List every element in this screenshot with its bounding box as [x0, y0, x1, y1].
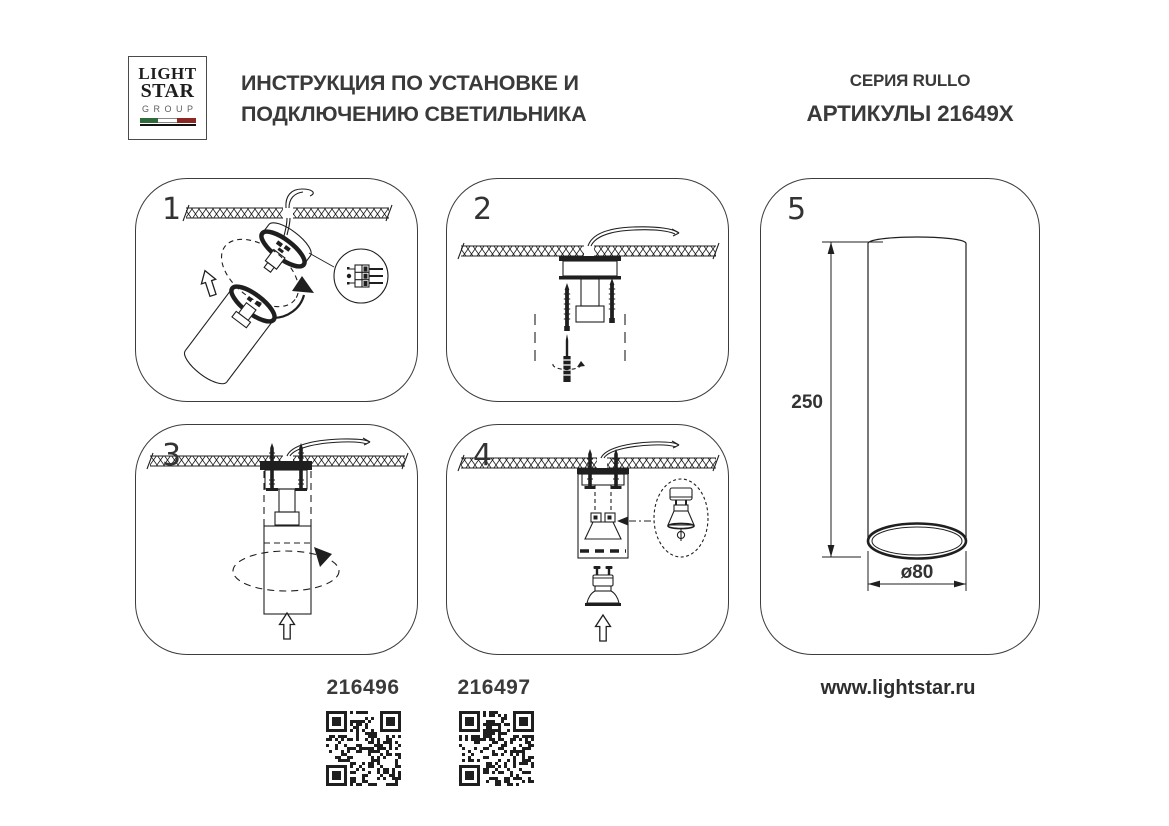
step-number-4: 4	[473, 438, 493, 473]
push-up-arrow	[280, 613, 295, 639]
website-url: www.lightstar.ru	[820, 677, 976, 699]
mounting-plate	[260, 461, 312, 525]
step-number-3: 3	[162, 438, 182, 473]
qr-code-216496	[326, 711, 401, 786]
qr-pattern	[459, 711, 534, 786]
step-panel-3	[135, 424, 418, 655]
screwdriver	[553, 334, 585, 382]
step-number-2: 2	[473, 192, 493, 227]
logo-text-group: GROUP	[141, 104, 198, 114]
rotate-arrow-head	[314, 547, 332, 567]
logo-underline	[140, 124, 196, 126]
step-panel-4	[446, 424, 729, 655]
qr-pattern	[326, 711, 401, 786]
height-dimension-label: 250	[791, 392, 823, 413]
lamp-body-raised	[264, 471, 311, 614]
qr-code-216497	[459, 711, 534, 786]
power-wire	[588, 227, 679, 246]
step-panel-1	[135, 178, 418, 402]
dimensions-panel	[760, 178, 1040, 655]
dimension-drawing	[761, 179, 1041, 656]
gu10-bulb-detail	[668, 488, 694, 541]
logo-italian-flag	[140, 118, 196, 123]
articles-number: АРТИКУЛЫ 21649X	[806, 101, 1014, 126]
series-block	[770, 71, 1050, 127]
mounting-plate	[577, 468, 629, 485]
bulb-detail-circle	[654, 479, 708, 557]
detail-leader-line	[309, 253, 334, 267]
logo-text-star: STAR	[140, 80, 195, 102]
lightstar-logo	[128, 56, 207, 140]
rotate-arrow-head	[292, 276, 314, 293]
power-wire	[601, 441, 679, 458]
step-number-5: 5	[787, 192, 807, 227]
cylinder-outline	[868, 237, 966, 559]
detail-arrow-head	[617, 517, 628, 526]
step-number-1: 1	[162, 192, 182, 227]
gu10-bulb	[585, 566, 621, 605]
step-panel-2	[446, 178, 729, 402]
terminal-block	[347, 265, 383, 287]
title-line-2: ПОДКЛЮЧЕНИЮ СВЕТИЛЬНИКА	[241, 102, 587, 126]
title-line-1: ИНСТРУКЦИЯ ПО УСТАНОВКЕ И	[241, 71, 579, 95]
product-code-216496: 216496	[326, 676, 400, 699]
logo-text-light: LIGHT	[138, 64, 197, 83]
diameter-dimension-label: ø80	[900, 562, 934, 583]
screw-right	[609, 278, 615, 323]
product-code-216497: 216497	[457, 676, 531, 699]
push-up-arrow	[596, 615, 611, 641]
screw-left	[564, 283, 570, 331]
lamp-body	[180, 281, 280, 390]
push-up-arrow	[198, 268, 220, 297]
page-title	[241, 68, 661, 130]
mounting-plate	[247, 217, 317, 285]
series-name: СЕРИЯ RULLO	[849, 71, 971, 90]
height-dimension	[822, 242, 883, 557]
